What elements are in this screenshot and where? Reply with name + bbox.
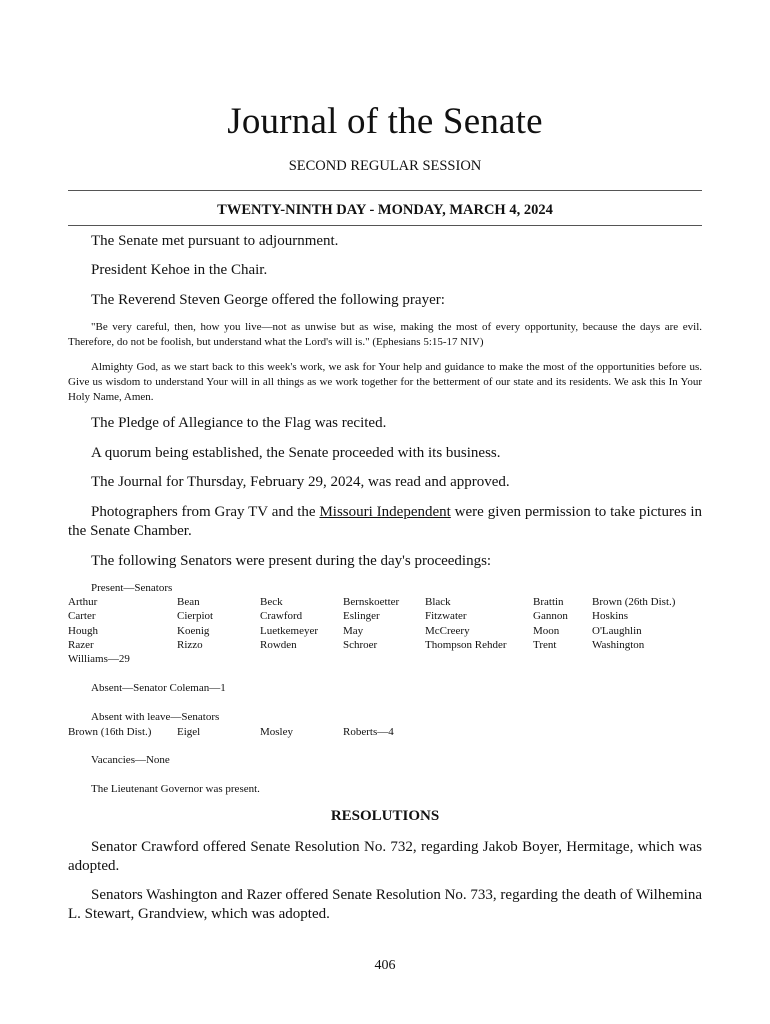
senator-name: Rizzo bbox=[177, 638, 203, 651]
senator-name: O'Laughlin bbox=[592, 624, 642, 637]
senator-name: Mosley bbox=[260, 726, 293, 738]
senator-name: Williams—29 bbox=[68, 653, 130, 666]
senator-name: Crawford bbox=[260, 610, 303, 623]
senator-name: Koenig bbox=[177, 624, 210, 637]
senator-name: Hoskins bbox=[592, 610, 629, 623]
prayer-body: Almighty God, as we start back to this week's work, we ask for Your help and guidance to make the most of the opportunities before us. Give us wisdom to understand Your will in all things as we work together for the betterment of our state and its residents. We ask this In Your Holy Name, Amen. bbox=[68, 361, 702, 403]
senator-name: Fitzwater bbox=[425, 610, 467, 623]
paragraph-quorum: A quorum being established, the Senate proceeded with its business. bbox=[91, 445, 501, 461]
page-title: Journal of the Senate bbox=[227, 101, 543, 142]
senator-name: Cierpiot bbox=[177, 610, 214, 623]
senator-name: Gannon bbox=[533, 610, 568, 623]
senator-name: Eslinger bbox=[343, 610, 380, 623]
senator-name: Trent bbox=[533, 638, 557, 651]
resolution-733: Senators Washington and Razer offered Senate Resolution No. 733, regarding the death of Wilhemina L. Stewart, Grandview, which was adopted. bbox=[68, 887, 702, 922]
senator-name: Washington bbox=[592, 638, 645, 651]
senator-name: May bbox=[343, 624, 364, 637]
paragraph-senators-present: The following Senators were present during the day's proceedings: bbox=[91, 553, 492, 569]
senator-name: Brattin bbox=[533, 596, 564, 608]
senator-name: Luetkemeyer bbox=[260, 624, 319, 637]
senator-name: Beck bbox=[260, 596, 283, 608]
photographers-text-a: Photographers from Gray TV and the bbox=[91, 504, 320, 520]
day-heading: TWENTY-NINTH DAY - MONDAY, MARCH 4, 2024 bbox=[217, 202, 553, 218]
senator-name: Arthur bbox=[68, 596, 98, 608]
page-number: 406 bbox=[374, 958, 396, 973]
paragraph-pledge: The Pledge of Allegiance to the Flag was recited. bbox=[91, 415, 387, 431]
paragraph-chair: President Kehoe in the Chair. bbox=[91, 262, 268, 278]
senator-name: Carter bbox=[68, 610, 96, 623]
senator-name: Eigel bbox=[177, 726, 201, 738]
resolution-732: Senator Crawford offered Senate Resolution No. 732, regarding Jakob Boyer, Hermitage, which was adopted. bbox=[68, 839, 702, 874]
day-divider bbox=[68, 225, 702, 226]
paragraph-journal-approved: The Journal for Thursday, February 29, 2024, was read and approved. bbox=[91, 474, 510, 490]
missouri-independent-link[interactable]: Missouri Independent bbox=[319, 504, 451, 520]
resolutions-heading: RESOLUTIONS bbox=[330, 808, 440, 824]
paragraph-prayer-intro: The Reverend Steven George offered the following prayer: bbox=[91, 292, 445, 308]
senator-name: Roberts—4 bbox=[343, 726, 394, 738]
vacancies-line: Vacancies—None bbox=[91, 754, 170, 766]
paragraph-adjournment: The Senate met pursuant to adjournment. bbox=[91, 233, 339, 249]
senator-name: Moon bbox=[533, 624, 560, 637]
top-divider bbox=[68, 190, 702, 191]
photographers-text-b: were given permission to take pictures in the Senate Chamber. bbox=[68, 504, 702, 539]
senator-name: Razer bbox=[68, 638, 94, 651]
senator-name: Brown (26th Dist.) bbox=[592, 596, 676, 608]
absent-line: Absent—Senator Coleman—1 bbox=[91, 682, 226, 694]
senator-name: Bean bbox=[177, 596, 200, 608]
senator-name: Rowden bbox=[260, 638, 297, 651]
session-label: SECOND REGULAR SESSION bbox=[288, 158, 482, 174]
senator-name: Brown (16th Dist.) bbox=[68, 726, 152, 738]
senator-name: Bernskoetter bbox=[343, 596, 400, 608]
paragraph-photographers bbox=[68, 503, 702, 541]
senator-name: Thompson Rehder bbox=[425, 638, 507, 651]
senator-name: McCreery bbox=[425, 624, 470, 637]
senator-name: Black bbox=[425, 596, 451, 608]
prayer-quote: "Be very careful, then, how you live—not as unwise but as wise, making the most of every opportunity, because the days are evil. Therefore, do not be foolish, but understand what the Lord's will is." (Ephesians 5:15-17 NIV) bbox=[68, 321, 702, 348]
lt-governor-line: The Lieutenant Governor was present. bbox=[91, 783, 260, 795]
absent-leave-label: Absent with leave—Senators bbox=[91, 711, 220, 723]
senator-name: Schroer bbox=[343, 638, 378, 651]
present-label: Present—Senators bbox=[91, 582, 173, 594]
senator-name: Hough bbox=[68, 624, 98, 637]
